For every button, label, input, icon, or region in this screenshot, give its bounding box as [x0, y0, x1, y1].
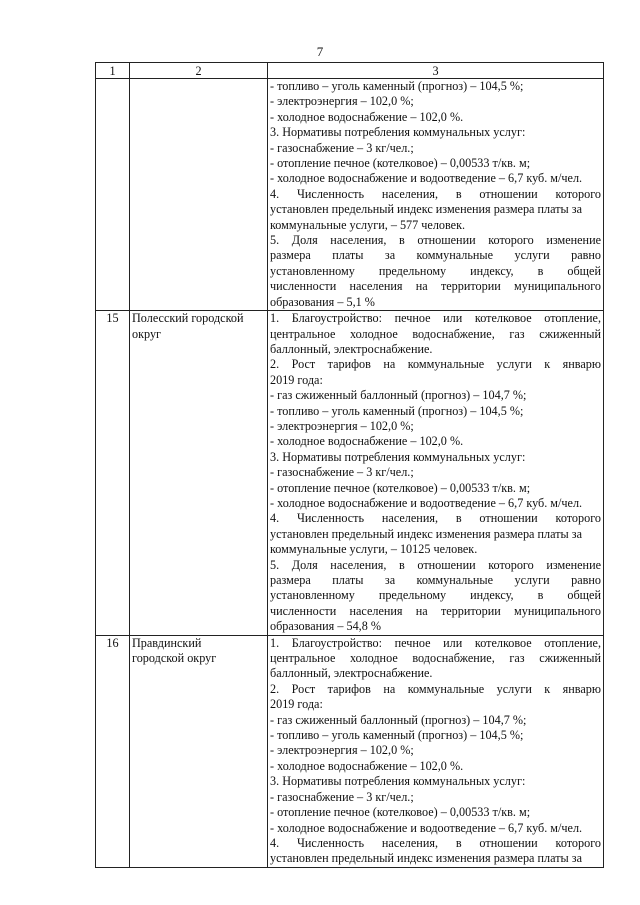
municipality-name [130, 311, 268, 636]
indicator-line: 2. Рост тарифов на коммунальные услуги к январю [270, 357, 601, 372]
indicator-line: - холодное водоснабжение – 102,0 %. [270, 109, 464, 124]
table-row [96, 311, 604, 636]
indicator-line: центральное холодное водоснабжение, газ сжиженный [270, 651, 601, 666]
indicator-line: - газоснабжение – 3 кг/чел.; [270, 140, 414, 155]
indicator-line: 5. Доля населения, в отношении которого изменение [270, 557, 601, 572]
indicator-line: 1. Благоустройство: печное или котелковое отопление, [270, 311, 601, 326]
indicators-cell [268, 311, 604, 636]
municipality-name-line: Полесский городской [132, 311, 244, 326]
row-number: 15 [96, 311, 130, 636]
indicator-line: коммунальные услуги, – 10125 человек. [270, 542, 478, 557]
indicator-line: размера платы за коммунальные услуги равно [270, 573, 601, 587]
indicator-line: 1. Благоустройство: печное или котелковое отопление, [270, 635, 601, 650]
indicator-line: 2019 года: [270, 697, 323, 712]
header-col-1: 1 [96, 63, 130, 79]
indicator-line: установленному предельному индексу, в общей [270, 263, 601, 278]
indicator-line: - холодное водоснабжение – 102,0 %. [270, 434, 464, 449]
indicator-line: численности населения на территории муниципального [270, 603, 601, 618]
indicator-line: установленному предельному индексу, в общей [270, 588, 601, 603]
indicator-line: установлен предельный индекс изменения размера платы за [270, 202, 582, 217]
indicators-cell [268, 635, 604, 867]
indicator-line: центральное холодное водоснабжение, газ сжиженный [270, 326, 601, 341]
indicator-line: - отопление печное (котелковое) – 0,00533 т/кв. м; [270, 156, 531, 171]
row-number: 16 [96, 635, 130, 867]
tariff-table [95, 62, 604, 868]
indicator-line: - электроэнергия – 102,0 %; [270, 743, 414, 758]
indicator-line: установлен предельный индекс изменения размера платы за [270, 526, 582, 541]
indicator-line: размера платы за коммунальные услуги равно [270, 248, 601, 263]
indicator-line: - электроэнергия – 102,0 %; [270, 94, 414, 109]
indicator-line: - газ сжиженный баллонный (прогноз) – 104,7 %; [270, 712, 527, 727]
indicator-line: баллонный, электроснабжение. [270, 666, 433, 681]
indicator-line: - топливо – уголь каменный (прогноз) – 104,5 %; [270, 403, 524, 418]
table-row [96, 635, 604, 867]
indicator-line: коммунальные услуги, – 577 человек. [270, 217, 466, 232]
table-row [96, 79, 604, 311]
indicator-line: - электроэнергия – 102,0 %; [270, 418, 414, 433]
municipality-name-line: Правдинский [132, 635, 202, 650]
header-col-3: 3 [268, 63, 604, 79]
indicator-line: 4. Численность населения, в отношении которого [270, 511, 601, 526]
indicator-line: - отопление печное (котелковое) – 0,00533 т/кв. м; [270, 480, 531, 495]
indicator-line: 3. Нормативы потребления коммунальных услуг: [270, 774, 526, 789]
indicator-line: численности населения на территории муниципального [270, 279, 601, 294]
indicator-line: 5. Доля населения, в отношении которого изменение [270, 233, 601, 248]
row-number [96, 79, 130, 311]
indicator-line: - холодное водоснабжение – 102,0 %. [270, 758, 464, 773]
indicator-line: баллонный, электроснабжение. [270, 341, 433, 356]
municipality-name-line: городской округ [132, 651, 217, 666]
indicator-line: 3. Нормативы потребления коммунальных услуг: [270, 125, 526, 140]
indicator-line: - холодное водоснабжение и водоотведение – 6,7 куб. м/чел. [270, 495, 583, 510]
indicator-line: образования – 54,8 % [270, 619, 382, 634]
indicator-line: - топливо – уголь каменный (прогноз) – 104,5 %; [270, 728, 524, 743]
indicator-line: - отопление печное (котелковое) – 0,00533 т/кв. м; [270, 805, 531, 820]
indicator-line: установлен предельный индекс изменения размера платы за [270, 851, 582, 866]
indicators-cell [268, 79, 604, 311]
indicator-line: - газоснабжение – 3 кг/чел.; [270, 789, 414, 804]
table-header-row [96, 63, 604, 79]
indicator-line: 2019 года: [270, 372, 323, 387]
indicator-line: 2. Рост тарифов на коммунальные услуги к январю [270, 681, 601, 696]
indicator-line: - топливо – уголь каменный (прогноз) – 104,5 %; [270, 79, 524, 93]
indicator-line: - холодное водоснабжение и водоотведение – 6,7 куб. м/чел. [270, 171, 583, 186]
indicator-line: 4. Численность населения, в отношении которого [270, 835, 601, 850]
indicator-line: образования – 5,1 % [270, 294, 375, 309]
municipality-name [130, 79, 268, 311]
indicator-line: 4. Численность населения, в отношении которого [270, 186, 601, 201]
page-number: 7 [316, 44, 324, 59]
indicator-line: 3. Нормативы потребления коммунальных услуг: [270, 449, 526, 464]
indicator-line: - газоснабжение – 3 кг/чел.; [270, 465, 414, 480]
indicator-line: - газ сжиженный баллонный (прогноз) – 104,7 %; [270, 388, 527, 403]
header-col-2: 2 [130, 63, 268, 79]
indicator-line: - холодное водоснабжение и водоотведение – 6,7 куб. м/чел. [270, 820, 583, 835]
municipality-name [130, 635, 268, 867]
municipality-name-line: округ [132, 326, 162, 341]
